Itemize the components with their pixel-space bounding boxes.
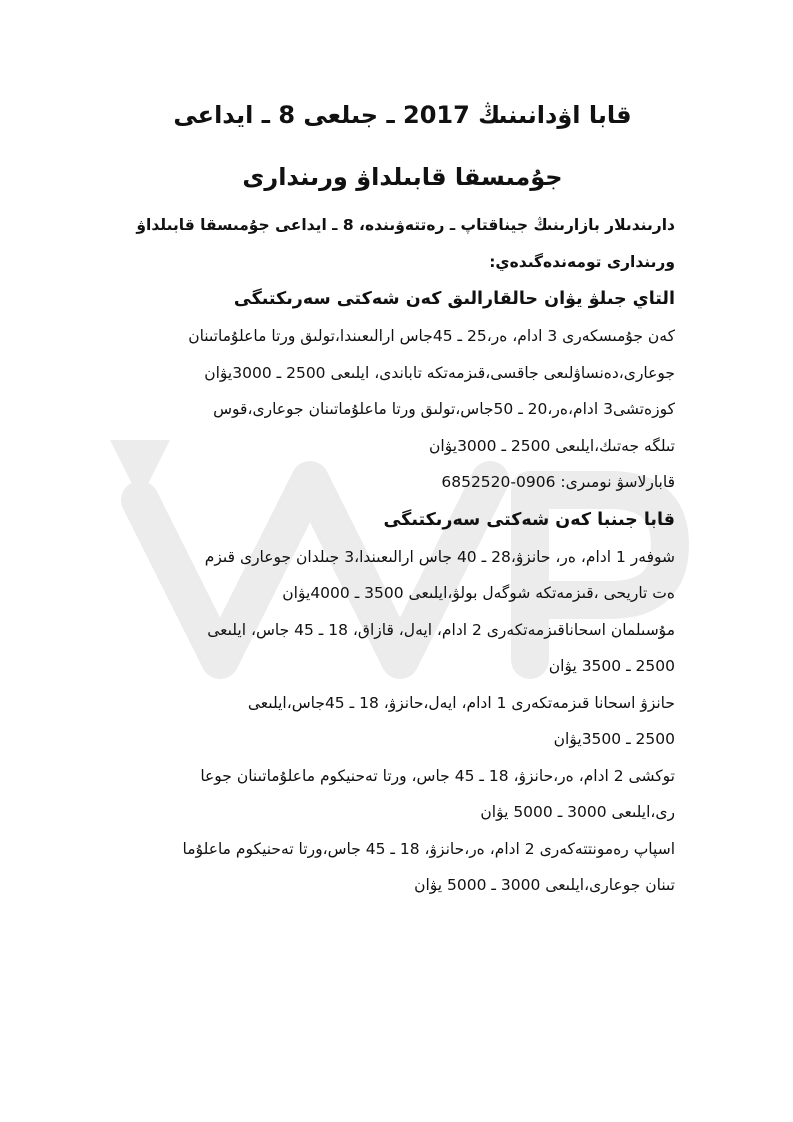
list-item: جوعارى،دەنساۋلىعى جاقسى،قىزمەتكە تاباندى، ايلىعى 2500 ـ 3000يۋان — [204, 363, 675, 382]
list-item: ەت تاريحى ،قىزمەتكە شوگەل بولۋ،ايلىعى 3500 ـ 4000يۋان — [282, 584, 675, 602]
section-heading-qaba: قابا جىنبا كەن شەكتى سەرىكتىگى — [383, 509, 675, 530]
list-item: كوزەتشى3 ادام،ەر،20 ـ 50جاس،تولىق ورتا ماعلۇماتىنان جوعارى،قوس — [213, 400, 675, 418]
list-item: مۇسىلمان اسحاناقىزمەتكەرى 2 ادام، ايەل، قازاق، 18 ـ 45 جاس، ايلىعى — [207, 620, 675, 639]
list-item: تىنان جوعارى،ايلىعى 3000 ـ 5000 يۋان — [414, 876, 675, 894]
list-item: 2500 ـ 3500يۋان — [553, 730, 675, 748]
document-page — [130, 95, 675, 904]
list-item: 2500 ـ 3500 يۋان — [548, 657, 675, 675]
intro-line: ورىندارى تومەندەگىدەي: — [489, 252, 675, 271]
list-item: شوفەر 1 ادام، ەر، حانزۋ،28 ـ 40 جاس ارالىعىندا،3 جىلدان جوعارى قىزم — [204, 547, 675, 566]
document-subtitle: جۇمىسقا قابىلداۋ ورىندارى — [242, 163, 563, 191]
list-item: حانزۋ اسحانا قىزمەتكەرى 1 ادام، ايەل،حانزۋ، 18 ـ 45جاس،ايلىعى — [247, 693, 675, 712]
contact-phone: قابارلاسۋ نومىرى: 0906-6852520 — [441, 473, 675, 491]
document-title: قابا اۋدانىنىڭ 2017 ـ جىلعى 8 ـ ايداعى — [173, 101, 632, 129]
list-item: اسپاپ رەمونتتەكەرى 2 ادام، ەر،حانزۋ، 18 ـ 45 جاس،ورتا تەحنيكوم ماعلۇما — [182, 839, 675, 858]
list-item: رى،ايلىعى 3000 ـ 5000 يۋان — [480, 803, 675, 821]
list-item: تىلگە جەتىك،ايلىعى 2500 ـ 3000يۋان — [429, 436, 675, 455]
section-heading-altai: التاي جىلۋ يۋان حالقارالىق كەن شەكتى سەرىكتىگى — [233, 289, 675, 309]
intro-line: دارىندىلار بازارىنىڭ جيناقتاپ ـ رەتتەۋىندە، 8 ـ ايداعى جۇمىسقا قابىلداۋ — [136, 216, 675, 234]
list-item: توكشى 2 ادام، ەر،حانزۋ، 18 ـ 45 جاس، ورتا تەحنيكوم ماعلۇماتىنان جوعا — [200, 766, 675, 785]
list-item: كەن جۇمىسكەرى 3 ادام، ەر،25 ـ 45جاس ارالىعىندا،تولىق ورتا ماعلۇماتىنان — [188, 327, 675, 345]
